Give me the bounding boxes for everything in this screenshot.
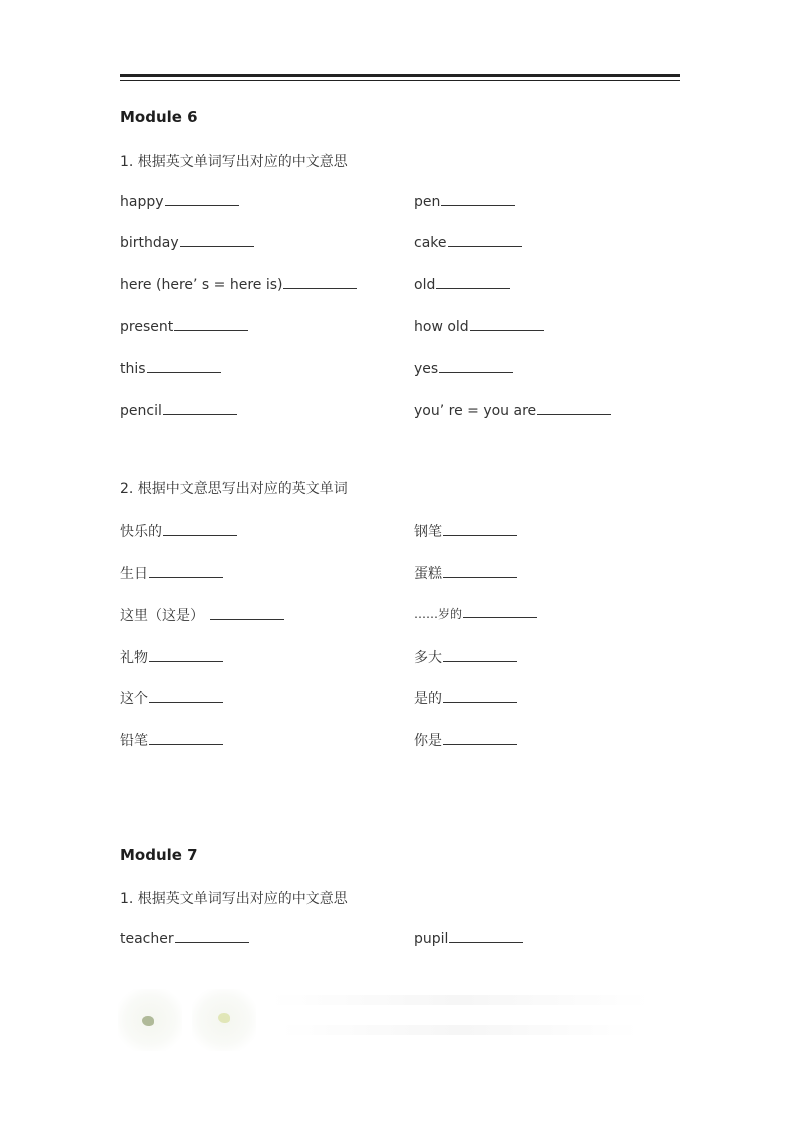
module-7-title: Module 7 — [120, 846, 198, 864]
answer-blank[interactable] — [449, 941, 523, 943]
top-rule — [120, 74, 680, 81]
answer-blank[interactable] — [436, 287, 510, 289]
answer-blank[interactable] — [448, 245, 522, 247]
m6-s1-left-item: pencil — [120, 403, 237, 419]
answer-blank[interactable] — [149, 701, 223, 703]
m6-s2-left-item: 生日 — [120, 563, 223, 583]
faded-scan-region — [110, 985, 670, 1055]
smudge-line — [280, 1025, 640, 1035]
answer-blank[interactable] — [470, 329, 544, 331]
m6-s1-left-item: birthday — [120, 235, 254, 251]
m7-s1-left-item: teacher — [120, 931, 249, 947]
m6-s2-right-item: 钢笔 — [414, 521, 517, 541]
m6-s1-left-item: this — [120, 361, 221, 377]
answer-blank[interactable] — [441, 204, 515, 206]
m6-s1-right-item: you’ re = you are — [414, 403, 611, 419]
answer-blank[interactable] — [443, 660, 517, 662]
m6-section-2-title: 2. 根据中文意思写出对应的英文单词 — [120, 481, 348, 497]
answer-blank[interactable] — [163, 534, 237, 536]
answer-blank[interactable] — [149, 660, 223, 662]
m6-s2-right-item: 多大 — [414, 647, 517, 667]
m6-s2-left-item: 礼物 — [120, 647, 223, 667]
answer-blank[interactable] — [149, 743, 223, 745]
module-6-title: Module 6 — [120, 108, 198, 126]
answer-blank[interactable] — [463, 616, 537, 618]
m6-s1-right-item: old — [414, 277, 510, 293]
answer-blank[interactable] — [147, 371, 221, 373]
answer-blank[interactable] — [439, 371, 513, 373]
m6-s2-right-item: 你是 — [414, 730, 517, 750]
answer-blank[interactable] — [210, 618, 284, 620]
m6-s1-right-item: pen — [414, 194, 515, 210]
m6-s1-left-item: here (here’ s = here is) — [120, 277, 357, 293]
answer-blank[interactable] — [180, 245, 254, 247]
answer-blank[interactable] — [283, 287, 357, 289]
answer-blank[interactable] — [165, 204, 239, 206]
m6-s2-right-item: 蛋糕 — [414, 563, 517, 583]
m6-s2-left-item: 铅笔 — [120, 730, 223, 750]
answer-blank[interactable] — [175, 941, 249, 943]
m6-s2-left-item: 快乐的 — [120, 521, 237, 541]
answer-blank[interactable] — [443, 534, 517, 536]
m6-s2-right-item: 是的 — [414, 688, 517, 708]
m6-s2-left-item: 这个 — [120, 688, 223, 708]
answer-blank[interactable] — [443, 743, 517, 745]
leaf-icon — [142, 1016, 154, 1026]
m6-s1-left-item: happy — [120, 194, 239, 210]
m6-s1-left-item: present — [120, 319, 248, 335]
answer-blank[interactable] — [163, 413, 237, 415]
answer-blank[interactable] — [174, 329, 248, 331]
answer-blank[interactable] — [537, 413, 611, 415]
answer-blank[interactable] — [149, 576, 223, 578]
m7-s1-right-item: pupil — [414, 931, 523, 947]
leaf-icon — [218, 1013, 230, 1023]
m6-s2-right-item: ……岁的 — [414, 605, 537, 622]
m7-section-1-title: 1. 根据英文单词写出对应的中文意思 — [120, 891, 348, 907]
m6-s1-right-item: cake — [414, 235, 522, 251]
m6-s2-left-item: 这里（这是） — [120, 605, 284, 625]
answer-blank[interactable] — [443, 576, 517, 578]
m6-s1-right-item: how old — [414, 319, 544, 335]
m6-section-1-title: 1. 根据英文单词写出对应的中文意思 — [120, 154, 348, 170]
smudge-line — [270, 995, 650, 1005]
answer-blank[interactable] — [443, 701, 517, 703]
m6-s1-right-item: yes — [414, 361, 513, 377]
